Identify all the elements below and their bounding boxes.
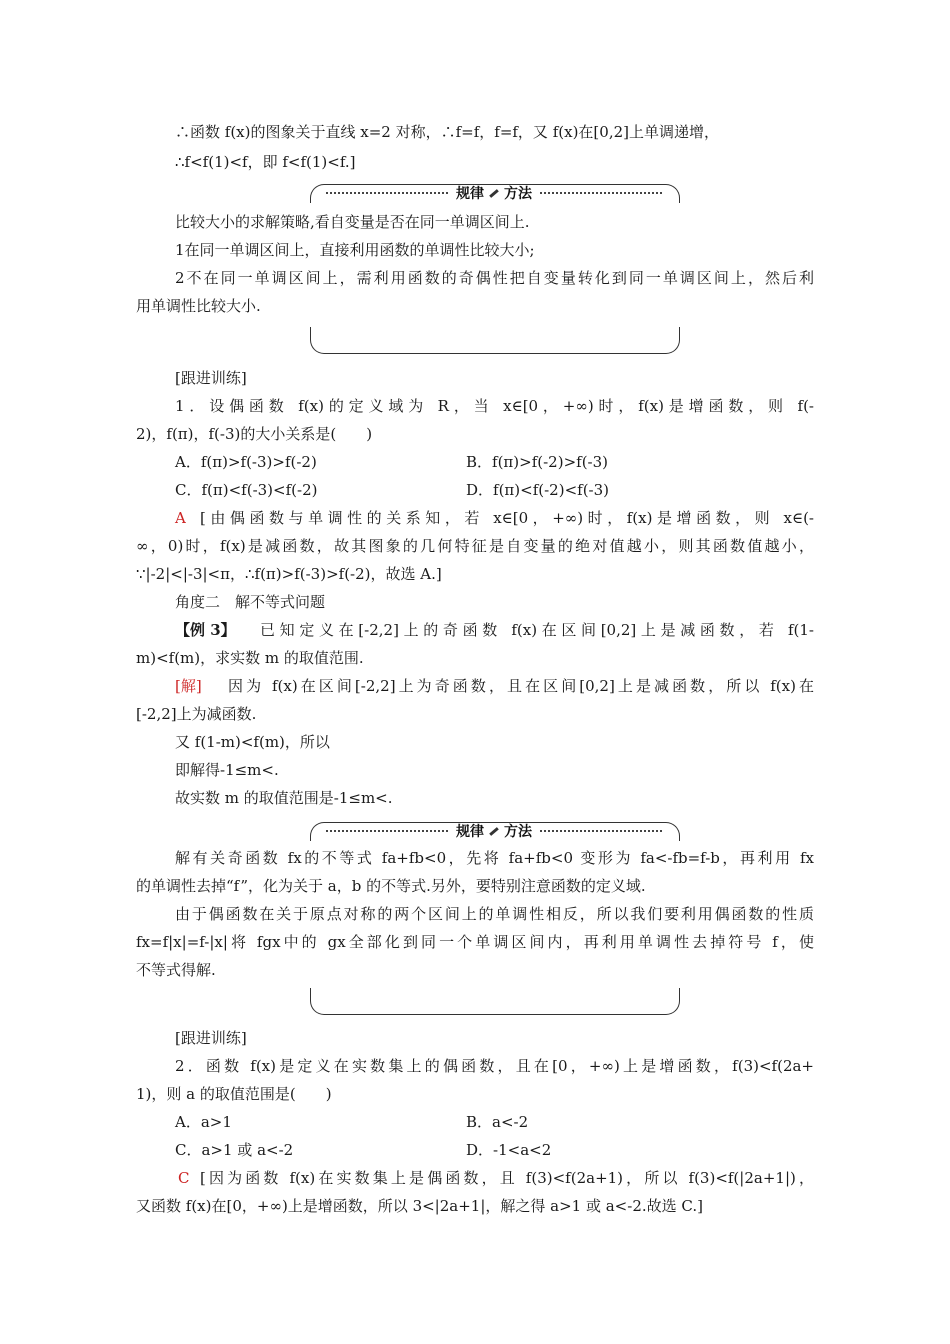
example-line-2: m)<f(m)，求实数 m 的取值范围. [136, 649, 364, 667]
example-solution-3: 又 f(1-m)<f(m)，所以 [175, 733, 330, 751]
example-solution-1: 因为 f(x)在区间[-2,2]上为奇函数，且在区间[0,2]上是减函数，所以 f(x)在 [228, 677, 814, 695]
method-title-2: 方法 [504, 824, 532, 840]
dotted-rule [540, 192, 662, 194]
method-line-2: 的单调性去掉“f”，化为关于 a，b 的不等式.另外，要特别注意函数的定义域. [136, 877, 646, 895]
question-1-line-2: 2)，f(π)，f(-3)的大小关系是( ) [136, 425, 373, 443]
option-d: D．-1<a<2 [466, 1141, 552, 1159]
question-1-line-1: 1．设偶函数 f(x)的定义域为 R，当 x∈[0，+∞)时，f(x)是增函数，则 f(- [175, 397, 814, 415]
option-a: A．a>1 [175, 1113, 232, 1131]
method-line-4: 用单调性比较大小. [136, 297, 261, 315]
question-2-line-2: 1)，则 a 的取值范围是( ) [136, 1085, 332, 1103]
solution-tag: [解] [175, 677, 202, 695]
section-heading: 角度二 解不等式问题 [175, 593, 326, 611]
method-line-2: 1在同一单调区间上，直接利用函数的单调性比较大小; [175, 241, 535, 259]
option-c: C．a>1 或 a<-2 [175, 1141, 294, 1159]
explanation-line-1: [由偶函数与单调性的关系知，若 x∈[0，+∞)时，f(x)是增函数，则 x∈(- [200, 509, 814, 527]
option-d: D．f(π)<f(-2)<f(-3) [466, 481, 610, 499]
method-line-3: 2不在同一单调区间上，需利用函数的奇偶性把自变量转化到同一单调区间上，然后利 [175, 269, 814, 287]
pen-icon [489, 827, 499, 836]
example-line-1: 已知定义在[-2,2]上的奇函数 f(x)在区间[0,2]上是减函数，若 f(1- [260, 621, 814, 639]
method-box-bottom [310, 988, 680, 1015]
dotted-rule [326, 830, 448, 832]
solution-line-1: ∴函数 f(x)的图象关于直线 x=2 对称，∴f=f，f=f，又 f(x)在[0,2]上单调递增， [175, 123, 719, 141]
explanation-line-3: ∵|-2|<|-3|<π，∴f(π)>f(-3)>f(-2)，故选 A.] [136, 565, 442, 583]
method-line-4: fx=f|x|=f-|x|将 fgx中的 gx全部化到同一个单调区间内，再利用单调性去掉符号 f，使 [136, 933, 814, 951]
pen-icon [489, 189, 499, 198]
answer-letter: C [178, 1169, 190, 1187]
solution-line-2: ∴f<f(1)<f，即 f<f(1)<f.] [175, 153, 356, 171]
method-header [322, 183, 666, 203]
example-solution-4: 即解得-1≤m<. [175, 761, 279, 779]
method-line-1: 比较大小的求解策略,看自变量是否在同一单调区间上. [175, 213, 530, 231]
method-header [322, 821, 666, 841]
follow-up-tag: [跟进训练] [175, 369, 247, 387]
dotted-rule [540, 830, 662, 832]
method-line-3: 由于偶函数在关于原点对称的两个区间上的单调性相反，所以我们要利用偶函数的性质 [175, 905, 814, 923]
method-title: 规律 [456, 186, 484, 202]
explanation-line-2: ∞，0)时，f(x)是减函数，故其图象的几何特征是自变量的绝对值越小，则其函数值越小， [136, 537, 814, 555]
method-line-1: 解有关奇函数 fx的不等式 fa+fb<0，先将 fa+fb<0 变形为 fa<-fb=f-b，再利用 fx [175, 849, 814, 867]
question-2-line-1: 2．函数 f(x)是定义在实数集上的偶函数，且在[0，+∞)上是增函数，f(3)<f(2a+ [175, 1057, 814, 1075]
method-title-2: 方法 [504, 186, 532, 202]
example-solution-2: [-2,2]上为减函数. [136, 705, 257, 723]
method-line-5: 不等式得解. [136, 961, 216, 979]
option-a: A．f(π)>f(-3)>f(-2) [175, 453, 317, 471]
example-solution-5: 故实数 m 的取值范围是-1≤m<. [175, 789, 393, 807]
option-b: B．a<-2 [466, 1113, 529, 1131]
option-b: B．f(π)>f(-2)>f(-3) [466, 453, 609, 471]
dotted-rule [326, 192, 448, 194]
option-c: C．f(π)<f(-3)<f(-2) [175, 481, 318, 499]
explanation-line-1: [因为函数 f(x)在实数集上是偶函数，且 f(3)<f(2a+1)，所以 f(3)<f(|2a+1|)， [200, 1169, 814, 1187]
answer-letter: A [175, 509, 186, 527]
follow-up-tag: [跟进训练] [175, 1029, 247, 1047]
example-tag: 【例 3】 [175, 621, 236, 639]
explanation-line-2: 又函数 f(x)在[0，+∞)上是增函数，所以 3<|2a+1|，解之得 a>1 或 a<-2.故选 C.] [136, 1197, 703, 1215]
method-box-bottom [310, 327, 680, 354]
method-title: 规律 [456, 824, 484, 840]
